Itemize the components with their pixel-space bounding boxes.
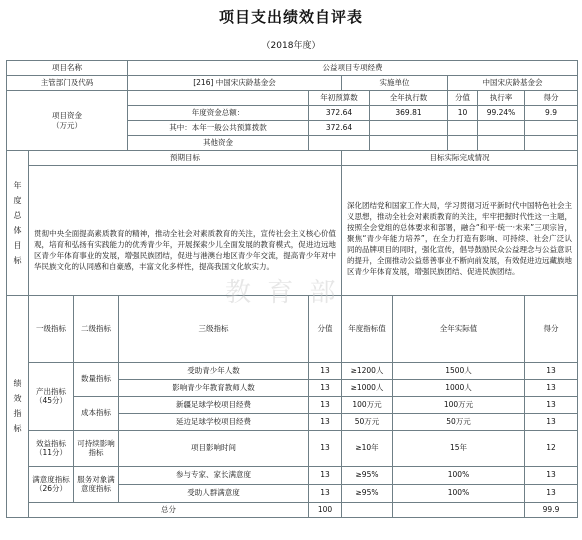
indicator-score: 13 xyxy=(309,466,342,484)
table-row xyxy=(7,396,578,413)
indicator-name: 项目影响时间 xyxy=(119,430,309,466)
table-row xyxy=(7,466,578,484)
name-label: 项目名称 xyxy=(7,61,128,76)
indicator-got: 13 xyxy=(525,466,578,484)
header-rate: 执行率 xyxy=(478,91,525,106)
header-points: 分值 xyxy=(448,91,478,106)
indicator-target: ≥10年 xyxy=(342,430,393,466)
indicator-header-row xyxy=(7,296,578,363)
other-label: 其他资金 xyxy=(128,136,309,151)
fiscal-blank-4 xyxy=(525,121,578,136)
ind-header-l3: 三级指标 xyxy=(119,296,309,363)
total-row-blank-2 xyxy=(393,502,525,517)
other-value xyxy=(309,136,370,151)
funds-header-blank xyxy=(128,91,309,106)
indicator-score: 13 xyxy=(309,413,342,430)
funds-label-text: 项目资金 （万元） xyxy=(52,111,82,130)
indicator-target: 100万元 xyxy=(342,396,393,413)
header-budget: 年初预算数 xyxy=(309,91,370,106)
indicator-got: 12 xyxy=(525,430,578,466)
sustain-indicator-label: 可持续影响指标 xyxy=(74,430,119,466)
indicator-got: 13 xyxy=(525,362,578,379)
other-blank-1 xyxy=(370,136,448,151)
indicator-got: 13 xyxy=(525,396,578,413)
indicator-actual: 1000人 xyxy=(393,379,525,396)
total-row-label: 总分 xyxy=(29,502,309,517)
total-points: 10 xyxy=(448,106,478,121)
indicator-name: 受助青少年人数 xyxy=(119,362,309,379)
funds-header-row xyxy=(7,91,578,106)
fiscal-blank-1 xyxy=(370,121,448,136)
indicator-target: ≥1200人 xyxy=(342,362,393,379)
indicators-side-text: 绩效指标 xyxy=(13,379,22,434)
total-row xyxy=(7,502,578,517)
other-blank-4 xyxy=(525,136,578,151)
impl-label: 实施单位 xyxy=(342,76,448,91)
goals-header-row xyxy=(7,151,578,166)
indicator-actual: 15年 xyxy=(393,430,525,466)
ind-header-l2: 二级指标 xyxy=(74,296,119,363)
total-row-score: 100 xyxy=(309,502,342,517)
fiscal-value: 372.64 xyxy=(309,121,370,136)
fiscal-label: 其中：本年一般公共预算拨款 xyxy=(128,121,309,136)
effect-indicator-text: 效益指标 （11分） xyxy=(34,438,68,458)
dept-value: [216] 中国宋庆龄基金会 xyxy=(128,76,342,91)
indicator-name: 受助人群满意度 xyxy=(119,484,309,502)
indicator-target: ≥95% xyxy=(342,466,393,484)
header-executed: 全年执行数 xyxy=(370,91,448,106)
total-budget: 372.64 xyxy=(309,106,370,121)
actual-goal-text xyxy=(342,166,578,296)
quantity-indicator-label: 数量指标 xyxy=(74,362,119,396)
indicator-actual: 100万元 xyxy=(393,396,525,413)
indicator-actual: 50万元 xyxy=(393,413,525,430)
dept-label: 主管部门及代码 xyxy=(7,76,128,91)
indicator-score: 13 xyxy=(309,396,342,413)
goals-body-row xyxy=(7,166,578,296)
effect-indicator-label xyxy=(29,430,74,466)
total-row-got: 99.9 xyxy=(525,502,578,517)
fiscal-blank-2 xyxy=(448,121,478,136)
impl-value: 中国宋庆龄基金会 xyxy=(448,76,578,91)
funds-label xyxy=(7,91,128,151)
table-row xyxy=(7,362,578,379)
output-indicator-text: 产出指标 （45分） xyxy=(34,386,68,406)
watermark-text: 教 育 部 xyxy=(225,278,340,308)
total-executed: 369.81 xyxy=(370,106,448,121)
name-value: 公益项目专项经费 xyxy=(128,61,578,76)
indicator-name: 影响青少年教育教师人数 xyxy=(119,379,309,396)
other-blank-3 xyxy=(478,136,525,151)
total-row-blank-1 xyxy=(342,502,393,517)
expected-goal-paragraph: 贯彻中央全面提高素质教育的精神，推动全社会对素质教育的关注，宣传社会主义核心价值观，培育和弘扬有实践能力的优秀青少年，开展探索少儿全面发展的教育模式，促进边远地区青少年体育事业的发展，增强民族团结，促进与港澳台地区青少年交流，提高青少年对中华民族文化的认同感和自豪感，丰富文化多样性，提高我国文化软实力。 xyxy=(34,228,336,271)
indicator-name: 新疆足球学校项目经费 xyxy=(119,396,309,413)
total-rate: 99.24% xyxy=(478,106,525,121)
other-blank-2 xyxy=(448,136,478,151)
indicator-actual: 1500人 xyxy=(393,362,525,379)
goals-side-text: 年度总体目标 xyxy=(13,181,22,265)
ind-header-got: 得分 xyxy=(525,296,578,363)
ind-header-actual: 全年实际值 xyxy=(393,296,525,363)
expected-goal-text xyxy=(29,166,342,296)
indicator-actual: 100% xyxy=(393,484,525,502)
satisfaction-indicator-label xyxy=(29,466,74,502)
service-satisfaction-label: 服务对象满意度指标 xyxy=(74,466,119,502)
expected-header: 预期目标 xyxy=(29,151,342,166)
actual-goal-paragraph: 深化团结党和国家工作大局，学习贯彻习近平新时代中国特色社会主义思想，推动全社会对素质教育的关注，牢牢把握时代性这一主题，按照全会党组的总体要求和部署，融合“和平·统一·未来”三项宗旨，聚焦“青少年能力培养”，在全力打造有影响、可持续、社会广泛认同的品牌项目的同时，强化宣传，倡导鼓励民众公益理念与公益意识的提升，全面推动公益慈善事业不断向前发展，有效促进边远藏族地区青少年体育发展，增强民族团结、促进民族团结。 xyxy=(347,200,573,276)
page-title: 项目支出绩效自评表 xyxy=(218,8,363,26)
indicator-got: 13 xyxy=(525,379,578,396)
indicator-score: 13 xyxy=(309,484,342,502)
ind-header-score: 分值 xyxy=(309,296,342,363)
total-score: 9.9 xyxy=(525,106,578,121)
ind-header-target: 年度指标值 xyxy=(342,296,393,363)
header-score: 得分 xyxy=(525,91,578,106)
indicator-name: 延边足球学校项目经费 xyxy=(119,413,309,430)
indicator-score: 13 xyxy=(309,379,342,396)
indicator-target: 50万元 xyxy=(342,413,393,430)
indicator-got: 13 xyxy=(525,484,578,502)
indicator-score: 13 xyxy=(309,362,342,379)
indicator-actual: 100% xyxy=(393,466,525,484)
goals-side-label xyxy=(7,151,29,296)
info-row-name xyxy=(7,61,578,76)
total-label: 年度资金总额： xyxy=(128,106,309,121)
cost-indicator-label: 成本指标 xyxy=(74,396,119,430)
indicator-name: 参与专家、家长满意度 xyxy=(119,466,309,484)
info-row-dept xyxy=(7,76,578,91)
actual-header: 目标实际完成情况 xyxy=(342,151,578,166)
output-indicator-label xyxy=(29,362,74,430)
report-year: （2018年度） xyxy=(261,41,321,51)
satisfaction-indicator-text: 满意度指标 （26分） xyxy=(32,474,70,494)
fiscal-blank-3 xyxy=(478,121,525,136)
ind-header-l1: 一级指标 xyxy=(29,296,74,363)
indicator-target: ≥95% xyxy=(342,484,393,502)
indicators-side-label xyxy=(7,296,29,518)
indicator-target: ≥1000人 xyxy=(342,379,393,396)
table-row xyxy=(7,430,578,466)
evaluation-table xyxy=(6,60,578,518)
indicator-got: 13 xyxy=(525,413,578,430)
indicator-score: 13 xyxy=(309,430,342,466)
